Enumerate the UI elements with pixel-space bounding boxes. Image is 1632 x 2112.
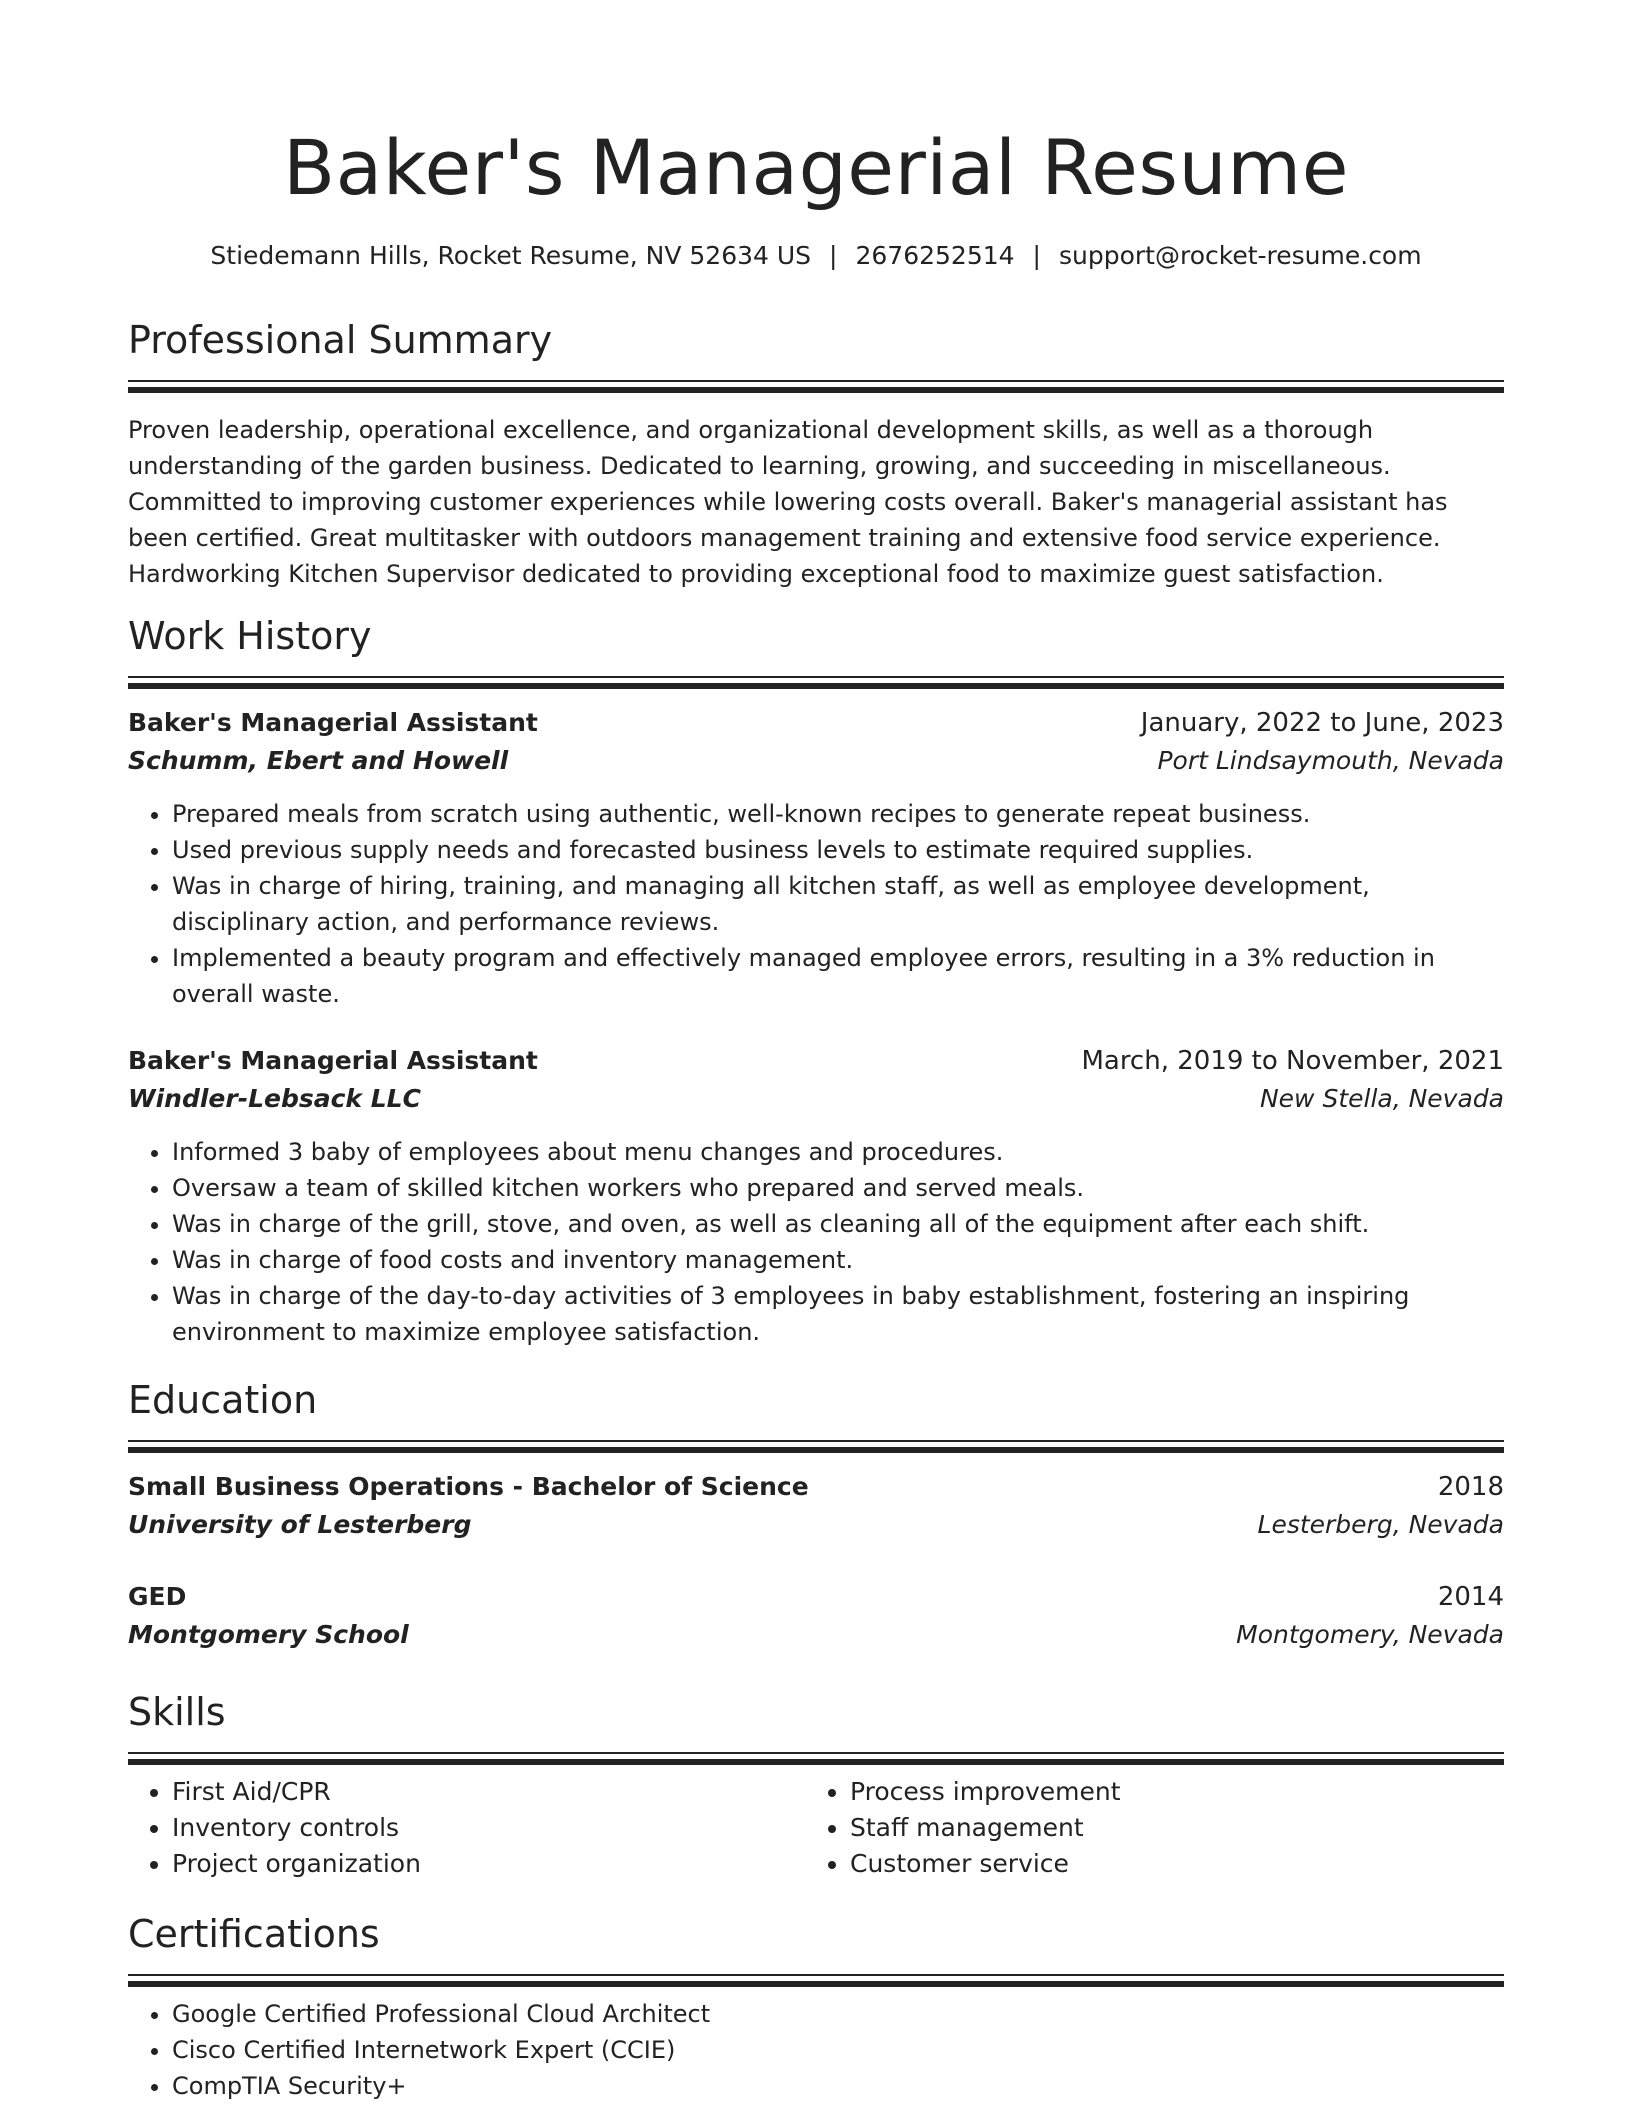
education-entry (128, 1578, 1504, 1654)
education-degree: GED (128, 1582, 187, 1611)
section-title-work: Work History (128, 614, 372, 658)
education-location: Montgomery, Nevada (1236, 1620, 1504, 1649)
job-dates: January, 2022 to June, 2023 (1140, 708, 1504, 738)
skill-item: • Process improvement (850, 1774, 1484, 1810)
education-location: Lesterberg, Nevada (1257, 1510, 1504, 1539)
section-title-skills: Skills (128, 1690, 226, 1734)
contact-phone: 2676252514 (855, 241, 1015, 270)
skill-item: • Project organization (172, 1846, 806, 1882)
work-section (128, 612, 1504, 1350)
contact-separator: | (829, 241, 838, 270)
certifications-section (128, 1910, 1504, 2104)
skills-section (128, 1688, 1504, 1882)
list-item: • Prepared meals from scratch using authentic, well-known recipes to generate repeat business. (172, 796, 1504, 832)
job-company: Windler-Lebsack LLC (128, 1084, 421, 1113)
job-position: Baker's Managerial Assistant (128, 708, 538, 737)
section-divider (128, 1974, 1504, 1984)
section-title-certifications: Certifications (128, 1912, 380, 1956)
job-dates: March, 2019 to November, 2021 (1081, 1046, 1504, 1076)
education-entry (128, 1468, 1504, 1544)
contact-line (128, 238, 1504, 274)
resume-title: Baker's Managerial Resume (283, 123, 1349, 212)
summary-section (128, 316, 1504, 592)
certification-item: • Cisco Certified Internetwork Expert (CCIE) (172, 2032, 1504, 2068)
education-section (128, 1376, 1504, 1654)
list-item: • Informed 3 baby of employees about menu changes and procedures. (172, 1134, 1504, 1170)
summary-text: Proven leadership, operational excellence, and organizational development skills, as well as a thorough understanding of the garden business. Dedicated to learning, growing, and succeeding in miscellaneous. Committed to improving customer experiences while lowering costs overall. Baker's managerial assistant has been certified. Great multitasker with outdoors management training and extensive food service experience. Hardworking Kitchen Supervisor dedicated to providing exceptional food to maximize guest satisfaction. (128, 416, 1448, 588)
certifications-list (128, 1996, 1504, 2104)
section-title-education: Education (128, 1378, 318, 1422)
section-divider (128, 1752, 1504, 1762)
contact-email: support@rocket-resume.com (1058, 241, 1422, 270)
list-item: • Was in charge of hiring, training, and managing all kitchen staff, as well as employee development, disciplinary action, and performance reviews. (172, 868, 1504, 940)
contact-address: Stiedemann Hills, Rocket Resume, NV 52634 US (210, 241, 812, 270)
list-item: • Used previous supply needs and forecasted business levels to estimate required supplies. (172, 832, 1504, 868)
education-degree: Small Business Operations - Bachelor of Science (128, 1472, 809, 1501)
section-divider (128, 676, 1504, 686)
section-divider (128, 1440, 1504, 1450)
certification-item: • CompTIA Security+ (172, 2068, 1504, 2104)
section-title-summary: Professional Summary (128, 318, 553, 362)
skill-item: • Inventory controls (172, 1810, 806, 1846)
skills-column-right (806, 1774, 1484, 1882)
job-location: New Stella, Nevada (1259, 1084, 1504, 1113)
skills-column-left (128, 1774, 806, 1882)
education-school: Montgomery School (128, 1620, 409, 1649)
job-bullets (128, 796, 1504, 1012)
list-item: • Implemented a beauty program and effectively managed employee errors, resulting in a 3% reduction in overall waste. (172, 940, 1504, 1012)
job-location: Port Lindsaymouth, Nevada (1157, 746, 1504, 775)
contact-separator: | (1032, 241, 1041, 270)
job-entry (128, 704, 1504, 1012)
job-bullets (128, 1134, 1504, 1350)
list-item: • Was in charge of the grill, stove, and oven, as well as cleaning all of the equipment after each shift. (172, 1206, 1504, 1242)
job-position: Baker's Managerial Assistant (128, 1046, 538, 1075)
list-item: • Oversaw a team of skilled kitchen workers who prepared and served meals. (172, 1170, 1504, 1206)
skill-item: • Customer service (850, 1846, 1484, 1882)
education-year: 2018 (1437, 1472, 1504, 1502)
job-company: Schumm, Ebert and Howell (128, 746, 509, 775)
skill-item: • Staff management (850, 1810, 1484, 1846)
skills-grid (128, 1774, 1504, 1882)
list-item: • Was in charge of food costs and inventory management. (172, 1242, 1504, 1278)
section-divider (128, 380, 1504, 390)
education-school: University of Lesterberg (128, 1510, 472, 1539)
certification-item: • Google Certified Professional Cloud Architect (172, 1996, 1504, 2032)
education-year: 2014 (1437, 1582, 1504, 1612)
list-item: • Was in charge of the day-to-day activities of 3 employees in baby establishment, fostering an inspiring environment to maximize employee satisfaction. (172, 1278, 1504, 1350)
job-entry (128, 1042, 1504, 1350)
skill-item: • First Aid/CPR (172, 1774, 806, 1810)
